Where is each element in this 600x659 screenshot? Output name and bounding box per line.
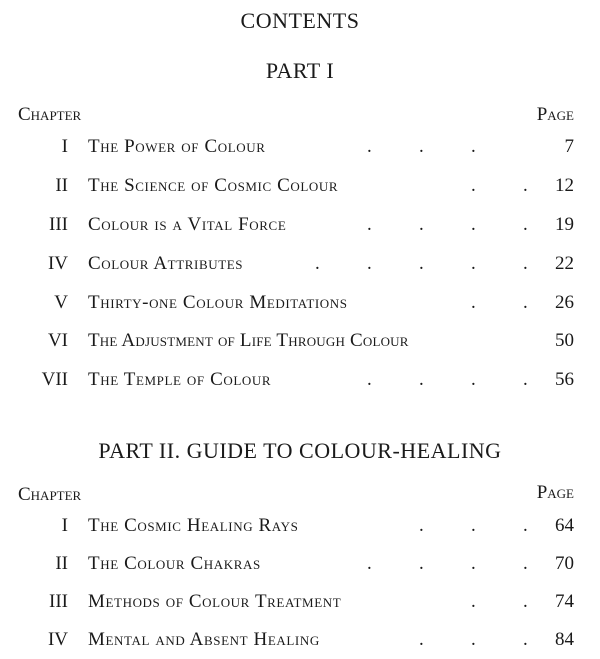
leader-dot: . (367, 369, 372, 390)
leader-dot: . (419, 369, 424, 390)
toc-entry[interactable] (0, 175, 600, 205)
toc-entry[interactable] (0, 292, 600, 322)
chapter-number: IV (47, 629, 68, 650)
leader-dot: . (367, 214, 372, 235)
chapter-column-label: Chapter (18, 104, 82, 125)
part-2-title: PART II. GUIDE TO COLOUR-HEALING (98, 438, 502, 463)
leader-dot: . (367, 136, 372, 157)
leader-dot: . (367, 553, 372, 574)
leader-dot: . (471, 136, 476, 157)
leader-dot: . (523, 515, 528, 536)
leader-dot: . (471, 369, 476, 390)
leader-dot: . (367, 253, 372, 274)
chapter-number: VI (47, 330, 68, 351)
leader-dot: . (523, 369, 528, 390)
toc-entry[interactable] (0, 136, 600, 166)
leader-dot: . (471, 629, 476, 650)
chapter-number: II (55, 175, 68, 196)
leader-dot: . (471, 515, 476, 536)
chapter-number: I (61, 515, 68, 536)
leader-dot: . (523, 175, 528, 196)
leader-dot: . (471, 292, 476, 313)
chapter-title: The Temple of Colour (88, 369, 272, 390)
chapter-title: Mental and Absent Healing (88, 629, 320, 650)
chapter-number: V (54, 292, 68, 313)
leader-dot: . (523, 591, 528, 612)
chapter-title: The Colour Chakras (88, 553, 261, 574)
leader-dot: . (419, 629, 424, 650)
chapter-title: The Power of Colour (88, 136, 266, 157)
page-column-label: Page (536, 104, 574, 125)
page-column-label: Page (536, 482, 574, 503)
toc-entry[interactable] (0, 591, 600, 621)
leader-dot: . (523, 553, 528, 574)
chapter-title: The Cosmic Healing Rays (88, 515, 299, 536)
toc-entry[interactable] (0, 553, 600, 583)
toc-entry[interactable] (0, 515, 600, 545)
leader-dot: . (471, 553, 476, 574)
chapter-title: Thirty-one Colour Meditations (88, 292, 348, 313)
leader-dot: . (471, 214, 476, 235)
leader-dot: . (523, 253, 528, 274)
leader-dot: . (523, 629, 528, 650)
chapter-number: III (49, 591, 68, 612)
chapter-number: I (61, 136, 68, 157)
chapter-title: Colour is a Vital Force (88, 214, 287, 235)
chapter-column-label: Chapter (18, 484, 82, 505)
page-number: 22 (555, 253, 574, 274)
toc-entry[interactable] (0, 253, 600, 283)
leader-dot: . (419, 253, 424, 274)
page-number: 12 (555, 175, 574, 196)
leader-dot: . (523, 214, 528, 235)
contents-heading: CONTENTS (240, 8, 360, 33)
page-number: 26 (555, 292, 574, 313)
part-1-title: PART I (265, 58, 335, 83)
page-number: 84 (555, 629, 574, 650)
chapter-title: Methods of Colour Treatment (88, 591, 342, 612)
leader-dot: . (471, 175, 476, 196)
page-number: 74 (555, 591, 574, 612)
toc-entry[interactable] (0, 369, 600, 399)
leader-dot: . (315, 253, 320, 274)
leader-dot: . (523, 292, 528, 313)
leader-dot: . (419, 214, 424, 235)
page-number: 64 (555, 515, 574, 536)
toc-entry[interactable] (0, 629, 600, 659)
chapter-number: III (49, 214, 68, 235)
chapter-number: VII (41, 369, 68, 390)
chapter-title: The Adjustment of Life Through Colour (88, 330, 409, 351)
chapter-number: IV (47, 253, 68, 274)
page-number: 19 (555, 214, 574, 235)
toc-entry[interactable] (0, 330, 600, 360)
leader-dot: . (419, 515, 424, 536)
chapter-title: Colour Attributes (88, 253, 244, 274)
leader-dot: . (419, 553, 424, 574)
page-number: 7 (564, 136, 574, 157)
chapter-title: The Science of Cosmic Colour (88, 175, 339, 196)
toc-entry[interactable] (0, 214, 600, 244)
page-number: 50 (555, 330, 574, 351)
page-number: 56 (555, 369, 574, 390)
chapter-number: II (55, 553, 68, 574)
leader-dot: . (419, 136, 424, 157)
leader-dot: . (471, 253, 476, 274)
leader-dot: . (471, 591, 476, 612)
page-number: 70 (555, 553, 574, 574)
